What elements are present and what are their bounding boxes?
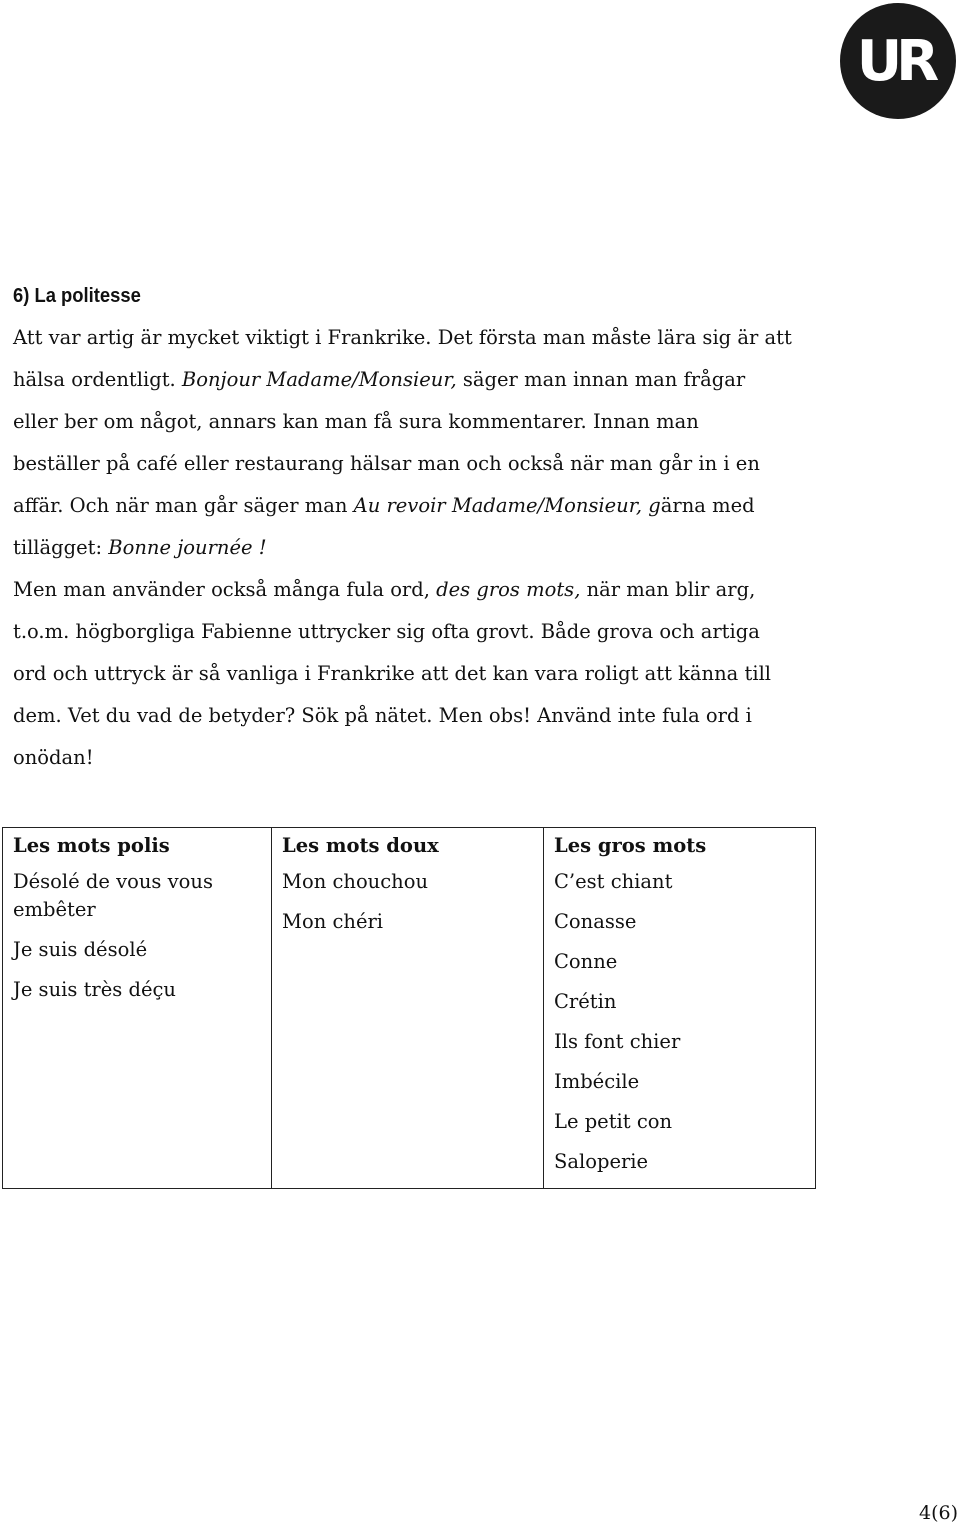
body-line xyxy=(13,611,813,653)
vocabulary-item: Imbécile xyxy=(554,1070,640,1093)
ur-logo xyxy=(840,3,956,119)
ur-logo-text: UR xyxy=(856,29,934,94)
vocabulary-item: C’est chiant xyxy=(554,870,673,893)
body-line xyxy=(13,737,813,779)
italic-phrase: Bonne journée ! xyxy=(108,536,267,559)
body-line xyxy=(13,359,813,401)
text-run: Men man använder också många fula ord, xyxy=(13,578,437,601)
vocabulary-table xyxy=(2,827,816,1189)
text-run: när man blir arg, xyxy=(580,578,756,601)
text-run: säger man innan man frågar xyxy=(456,368,746,391)
body-line xyxy=(13,443,813,485)
text-run: Att var artig är mycket viktigt i Frankrike. Det första man måste lära sig är att xyxy=(13,326,792,349)
italic-phrase: Au revoir Madame/Monsieur, g xyxy=(353,494,661,517)
vocabulary-item: Crétin xyxy=(554,990,617,1013)
body-line xyxy=(13,317,813,359)
vocabulary-column xyxy=(272,828,544,1189)
vocabulary-column xyxy=(544,828,816,1189)
vocabulary-item: Désolé de vous vous embêter xyxy=(13,870,213,921)
text-run: ärna med xyxy=(660,494,755,517)
column-header: Les mots doux xyxy=(282,834,439,857)
italic-phrase: des gros mots, xyxy=(436,578,581,601)
section-heading: 6) La politesse xyxy=(13,285,141,307)
vocabulary-item: Mon chéri xyxy=(282,910,384,933)
vocabulary-item: Mon chouchou xyxy=(282,870,429,893)
text-run: onödan! xyxy=(13,746,94,769)
text-run: dem. Vet du vad de betyder? Sök på nätet. Men obs! Använd inte fula ord i xyxy=(13,704,752,727)
vocabulary-item: Je suis très déçu xyxy=(13,978,176,1001)
body-line xyxy=(13,569,813,611)
text-run: eller ber om något, annars kan man få sura kommentarer. Innan man xyxy=(13,410,699,433)
text-run: t.o.m. högborgliga Fabienne uttrycker sig ofta grovt. Både grova och artiga xyxy=(13,620,760,643)
vocabulary-item: Saloperie xyxy=(554,1150,649,1173)
column-header: Les gros mots xyxy=(554,834,707,857)
vocabulary-item: Conne xyxy=(554,950,618,973)
vocabulary-row xyxy=(3,828,816,1189)
text-run: hälsa ordentligt. xyxy=(13,368,182,391)
section-body xyxy=(13,317,813,779)
body-line xyxy=(13,695,813,737)
body-line xyxy=(13,653,813,695)
page-number: 4(6) xyxy=(918,1502,958,1524)
vocabulary-item: Le petit con xyxy=(554,1110,673,1133)
vocabulary-item: Je suis désolé xyxy=(13,938,148,961)
body-line xyxy=(13,401,813,443)
vocabulary-item: Ils font chier xyxy=(554,1030,681,1053)
text-run: beställer på café eller restaurang hälsar man och också när man går in i en xyxy=(13,452,760,475)
vocabulary-item: Conasse xyxy=(554,910,637,933)
text-run: affär. Och när man går säger man xyxy=(13,494,354,517)
column-header: Les mots polis xyxy=(13,834,170,857)
vocabulary-column xyxy=(3,828,272,1189)
text-run: ord och uttryck är så vanliga i Frankrike att det kan vara roligt att känna till xyxy=(13,662,772,685)
body-line xyxy=(13,485,813,527)
italic-phrase: Bonjour Madame/Monsieur, xyxy=(181,368,457,391)
text-run: tillägget: xyxy=(13,536,109,559)
body-line xyxy=(13,527,813,569)
